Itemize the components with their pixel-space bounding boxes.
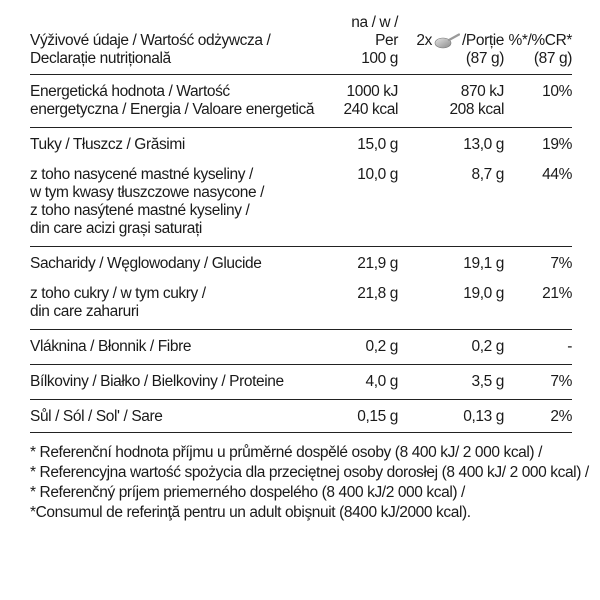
value-per-100g: 0,15 g: [357, 408, 398, 425]
value-percent: 21%: [542, 285, 572, 302]
header-nutrient: [30, 10, 317, 75]
value-percent: 2%: [550, 408, 572, 425]
value-per-portion: 870 kJ 208 kcal: [449, 83, 504, 118]
value-per-portion: 8,7 g: [471, 166, 504, 183]
nutrient-name: Vláknina / Błonnik / Fibre: [30, 338, 192, 355]
header-portion: [398, 10, 504, 75]
value-per-100g: 21,9 g: [357, 255, 398, 272]
header-title-line: Výživové údaje / Wartość odżywcza /: [30, 32, 271, 49]
table-row: [30, 365, 572, 400]
footnote-line: *Consumul de referinţă pentru un adult obişnuit (8400 kJ/2000 kcal).: [30, 504, 471, 521]
value-per-100g: 10,0 g: [357, 166, 398, 183]
footnotes: [30, 443, 589, 523]
header-portion-sub: (87 g): [465, 50, 504, 67]
nutrient-name: Energetická hodnota / Wartość energetyczna / Energia / Valoare energetică: [30, 83, 315, 118]
value-per-100g: 0,2 g: [365, 338, 398, 355]
value-per-portion: 19,0 g: [463, 285, 504, 302]
table-row: [30, 75, 572, 128]
value-per-100g: 4,0 g: [365, 373, 398, 390]
header-portion-line: [416, 32, 504, 50]
value-percent: -: [567, 338, 572, 355]
table-header-row: [30, 10, 572, 75]
header-percent: [504, 10, 572, 75]
nutrient-name: z toho cukry / w tym cukry / din care zaharuri: [30, 285, 206, 320]
value-per-portion: 0,13 g: [463, 408, 504, 425]
value-per-100g: 21,8 g: [357, 285, 398, 302]
value-percent: 7%: [550, 373, 572, 390]
value-per-portion: 0,2 g: [471, 338, 504, 355]
footnote-line: * Referenčný príjem priemerného dospelého (8 400 kJ/2 000 kcal) /: [30, 484, 465, 501]
portion-suffix: /Porție: [462, 32, 504, 49]
value-per-portion: 19,1 g: [463, 255, 504, 272]
table-row: [30, 128, 572, 155]
nutrient-name: z toho nasycené mastné kyseliny / w tym kwasy tłuszczowe nasycone / z toho nasýtené mastné kyseliny / din care acizi grași saturați: [30, 166, 265, 237]
value-percent: 10%: [542, 83, 572, 100]
value-percent: 7%: [550, 255, 572, 272]
nutrition-table: [30, 10, 572, 433]
header-per100-line: 100 g: [361, 50, 398, 67]
value-percent: 44%: [542, 166, 572, 183]
table-row: [30, 273, 572, 330]
table-row: [30, 154, 572, 247]
header-per100-line: Per: [375, 32, 398, 49]
header-pct-line: (87 g): [533, 50, 572, 67]
value-per-portion: 3,5 g: [471, 373, 504, 390]
nutrition-label: [30, 10, 589, 590]
table-row: [30, 330, 572, 365]
header-per-100g: [317, 10, 398, 75]
nutrient-name: Tuky / Tłuszcz / Grăsimi: [30, 136, 185, 153]
header-per100-line: na / w /: [351, 14, 398, 31]
nutrient-name: Sůl / Sól / Sol' / Sare: [30, 408, 163, 425]
value-percent: 19%: [542, 136, 572, 153]
spoon-icon: [434, 33, 460, 49]
header-title-line: Declarație nutrițională: [30, 50, 171, 67]
portion-prefix: 2x: [416, 32, 432, 49]
value-per-100g: 15,0 g: [357, 136, 398, 153]
header-pct-line: %*/%CR*: [508, 32, 572, 49]
table-row: [30, 247, 572, 274]
value-per-portion: 13,0 g: [463, 136, 504, 153]
table-row: [30, 400, 572, 433]
value-per-100g: 1000 kJ 240 kcal: [343, 83, 398, 118]
nutrient-name: Sacharidy / Węglowodany / Glucide: [30, 255, 262, 272]
footnote-line: * Referencyjna wartość spożycia dla przeciętnej osoby dorosłej (8 400 kJ/ 2 000 kcal) /: [30, 464, 589, 481]
nutrient-name: Bílkoviny / Białko / Bielkoviny / Proteine: [30, 373, 284, 390]
footnote-line: * Referenční hodnota příjmu u průměrné dospělé osoby (8 400 kJ/ 2 000 kcal) /: [30, 444, 543, 461]
